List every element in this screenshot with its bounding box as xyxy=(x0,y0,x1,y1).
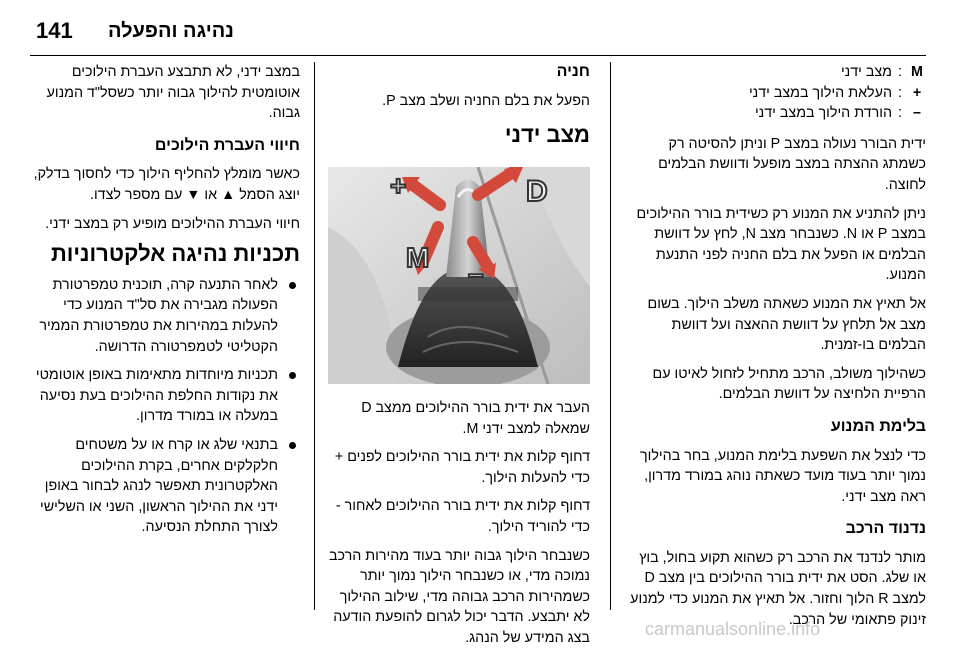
svg-text:M: M xyxy=(406,242,430,273)
svg-text:–: – xyxy=(468,258,484,289)
list-item: תכניות מיוחדות מתאימות באופן אוטומטי את נקודות החלפת ההילוכים בעת נסיעה במעלה או במורד מדרון. xyxy=(32,365,300,427)
legend-text: הורדת הילוך במצב ידני xyxy=(754,105,893,122)
legend-symbol: – xyxy=(913,105,921,122)
legend-item-downshift: – : הורדת הילוך במצב ידני xyxy=(628,103,926,124)
middle-column-lower xyxy=(328,398,590,657)
paragraph: חיווי העברת ההילוכים מופיע רק במצב ידני. xyxy=(45,215,300,232)
legend-item-manual: M : מצב ידני xyxy=(628,62,926,83)
section-heading: חניה xyxy=(556,63,590,80)
chapter-title: נהיגה והפעלה xyxy=(108,20,234,42)
paragraph: כשהילוך משולב, הרכב מתחיל לזחול לאיטו עם הרפיית הלחיצה על דוושת הבלמים. xyxy=(652,365,926,403)
section-heading: בלימת המנוע xyxy=(830,417,926,435)
column-divider xyxy=(610,62,611,610)
section-heading: חיווי העברת הילוכים xyxy=(154,136,300,154)
paragraph: במצב ידני, לא תתבצע העברת הילוכים אוטומטית להילוך גבוה יותר כשסל"ד המנוע גבוה. xyxy=(46,64,300,122)
watermark: carmanualsonline.info xyxy=(645,619,821,639)
legend-text: מצב ידני xyxy=(840,64,893,80)
paragraph: כשנבחר הילוך גבוה יותר בעוד מהירות הרכב נמוכה מדי, או כשנבחר הילוך נמוך יותר כשמהירות הרכב גבוהה מדי, שילוב ההילוך לא יתבצע. הדבר יכול לגרום להופעת הודעה בצג המידע של הנהג. xyxy=(328,547,590,646)
bullet-list xyxy=(32,275,300,538)
svg-text:+: + xyxy=(390,170,407,201)
paragraph: כאשר מומלץ להחליף הילוך כדי לחסוך בדלק, יוצג הסמל ▲ או ▼ עם מספר לצדו. xyxy=(33,166,300,203)
paragraph: העבר את ידית בורר ההילוכים ממצב D שמאלה למצב ידני M. xyxy=(361,400,590,437)
photo-label-d xyxy=(526,175,548,208)
photo-label-m xyxy=(406,242,429,273)
page-header xyxy=(0,0,960,52)
svg-text:D: D xyxy=(526,175,548,208)
legend-symbol: M xyxy=(911,64,923,80)
legend-symbol: + xyxy=(912,84,922,101)
paragraph: דחוף קלות את ידית בורר ההילוכים לאחור - כדי להוריד הילוך. xyxy=(335,498,590,535)
list-item: לאחר התנעה קרה, תוכנית טמפרטורת הפעולה מגבירה את סל"ד המנוע כדי להעלות במהירות את טמפרטורת הממיר הקטליטי לטמפרטורה הדרושה. xyxy=(32,275,300,357)
list-item: בתנאי שלג או קרח או על משטחים חלקלקים אחרים, בקרת ההילוכים האלקטרונית תאפשר לנהג לבחור באופן ידני את ההילוך הראשון, השני או השלישי לצורך התחלת הנסיעה. xyxy=(32,435,300,538)
paragraph: ניתן להתניע את המנוע רק כשידית בורר ההילוכים במצב P או N. כשנבחר מצב N, לחץ על דוושת הבלמים או הפעל את בלם החניה לפני התנעת המנוע. xyxy=(636,205,926,284)
paragraph: כדי לנצל את השפעת בלימת המנוע, בחר בהילוך נמוך יותר בעוד מועד כשאתה נוהג במורד מדרון, ראה מצב ידני. xyxy=(640,447,926,505)
middle-column xyxy=(328,62,590,156)
header-rule xyxy=(30,55,926,56)
page-number: 141 xyxy=(36,18,73,43)
paragraph: מותר לנדנד את הרכב רק כשהוא תקוע בחול, בוץ או שלג. הסט את ידית בורר ההילוכים בין מצב D למצב R הלוך וחזור. אל תאיץ את המנוע כדי למנוע זינוק פתאומי של הרכב. xyxy=(630,549,926,628)
right-column xyxy=(628,62,926,638)
left-column xyxy=(32,62,300,546)
gear-selector-photo xyxy=(328,167,590,384)
legend-text: העלאת הילוך במצב ידני xyxy=(748,84,893,101)
section-heading: מצב ידני xyxy=(504,122,590,148)
paragraph: הפעל את בלם החניה ושלב מצב P. xyxy=(382,92,590,109)
column-divider xyxy=(314,62,315,610)
photo-label-plus xyxy=(390,170,406,201)
paragraph: ידית הבורר נעולה במצב P וניתן להסיטה רק כשמתג ההצתה במצב מופעל ודוושת הבלמים לחוצה. xyxy=(658,135,926,193)
paragraph: דחוף קלות את ידית בורר ההילוכים לפנים + כדי להעלות הילוך. xyxy=(334,449,590,486)
photo-label-minus xyxy=(468,258,484,289)
section-heading: נדנוד הרכב xyxy=(845,520,926,538)
section-heading: תכניות נהיגה אלקטרוניות xyxy=(50,241,300,267)
paragraph: אל תאיץ את המנוע כשאתה משלב הילוך. בשום מצב אל תלחץ על דוושת ההאצה ועל דוושת הבלמים בו-זמנית. xyxy=(647,295,926,354)
legend-item-upshift: + : העלאת הילוך במצב ידני xyxy=(628,83,926,104)
